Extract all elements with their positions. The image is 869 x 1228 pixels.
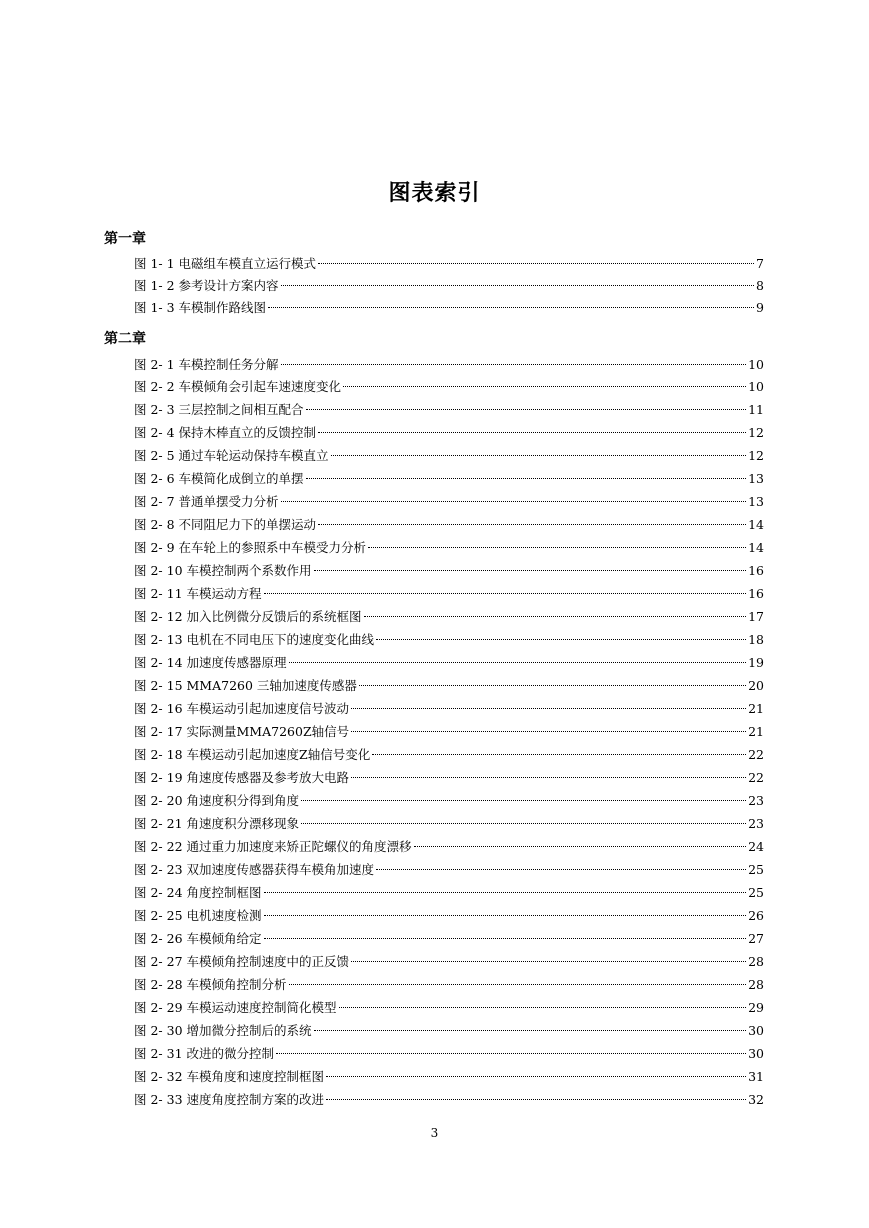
leader-dots [306,409,747,410]
page-number: 3 [430,1126,439,1140]
entry-page: 12 [748,448,764,463]
index-entry[interactable] [134,700,764,718]
entry-page: 26 [748,908,764,923]
leader-dots [314,570,747,571]
entry-page: 9 [756,300,764,315]
leader-dots [318,263,754,264]
leader-dots [276,1053,746,1054]
entry-page: 14 [748,540,764,555]
leader-dots [339,1007,747,1008]
leader-dots [372,754,746,755]
index-entry[interactable] [134,654,764,672]
entry-label: 图 2- 1 车模控制任务分解 [134,357,279,372]
leader-dots [306,478,747,479]
entry-page: 7 [756,256,764,271]
entry-label: 图 2- 13 电机在不同电压下的速度变化曲线 [134,632,375,647]
leader-dots [376,869,746,870]
entry-label: 图 2- 25 电机速度检测 [134,908,262,923]
leader-dots [268,307,754,308]
index-entry[interactable] [134,861,764,879]
index-entry[interactable] [134,516,764,534]
entry-label: 图 2- 28 车模倾角控制分析 [134,977,287,992]
leader-dots [318,524,746,525]
entry-page: 14 [748,517,764,532]
index-entry[interactable] [134,1068,764,1086]
index-entry[interactable] [134,299,764,317]
entry-page: 16 [748,586,764,601]
leader-dots [264,938,747,939]
entry-label: 图 2- 14 加速度传感器原理 [134,655,287,670]
entry-page: 25 [748,885,764,900]
leader-dots [326,1076,746,1077]
index-entry[interactable] [134,277,764,295]
leader-dots [289,662,747,663]
leader-dots [301,823,746,824]
entry-page: 29 [748,1000,764,1015]
index-entry[interactable] [134,585,764,603]
index-entry[interactable] [134,631,764,649]
entry-page: 23 [748,793,764,808]
index-entry[interactable] [134,976,764,994]
entry-label: 图 2- 10 车模控制两个系数作用 [134,563,312,578]
entry-label: 图 2- 8 不同阻尼力下的单摆运动 [134,517,317,532]
entry-label: 图 2- 21 角速度积分漂移现象 [134,816,300,831]
leader-dots [351,777,746,778]
index-entry[interactable] [134,746,764,764]
entry-label: 图 2- 26 车模倾角给定 [134,931,262,946]
leader-dots [368,547,746,548]
leader-dots [326,1099,746,1100]
entry-page: 19 [748,655,764,670]
chapter-heading: 第一章 [104,231,146,247]
entry-page: 10 [748,357,764,372]
leader-dots [264,892,747,893]
index-entry[interactable] [134,356,764,374]
leader-dots [359,685,746,686]
entry-page: 13 [748,471,764,486]
entry-page: 21 [748,701,764,716]
entry-page: 18 [748,632,764,647]
index-entry[interactable] [134,608,764,626]
entry-page: 21 [748,724,764,739]
entry-page: 30 [748,1046,764,1061]
entry-page: 31 [748,1069,764,1084]
leader-dots [331,455,747,456]
entry-label: 图 2- 6 车模简化成倒立的单摆 [134,471,304,486]
index-entry[interactable] [134,792,764,810]
leader-dots [301,800,746,801]
entry-page: 20 [748,678,764,693]
entry-label: 图 2- 3 三层控制之间相互配合 [134,402,304,417]
entry-label: 图 2- 32 车模角度和速度控制框图 [134,1069,325,1084]
index-entry[interactable] [134,562,764,580]
index-entry[interactable] [134,999,764,1017]
index-entry[interactable] [134,953,764,971]
leader-dots [264,915,747,916]
index-entry[interactable] [134,255,764,273]
leader-dots [318,432,746,433]
entry-label: 图 2- 20 角速度积分得到角度 [134,793,300,808]
index-entry[interactable] [134,539,764,557]
entry-label: 图 2- 12 加入比例微分反馈后的系统框图 [134,609,362,624]
entry-label: 图 2- 27 车模倾角控制速度中的正反馈 [134,954,350,969]
entry-label: 图 2- 24 角度控制框图 [134,885,262,900]
index-entry[interactable] [134,470,764,488]
entry-label: 图 2- 19 角速度传感器及参考放大电路 [134,770,350,785]
entry-page: 11 [748,402,764,417]
leader-dots [264,593,747,594]
entry-page: 27 [748,931,764,946]
entry-page: 16 [748,563,764,578]
entry-page: 28 [748,954,764,969]
entry-label: 图 1- 3 车模制作路线图 [134,300,267,315]
entry-label: 图 2- 9 在车轮上的参照系中车模受力分析 [134,540,367,555]
leader-dots [351,708,746,709]
index-entry[interactable] [134,1091,764,1109]
leader-dots [351,961,746,962]
entry-label: 图 2- 16 车模运动引起加速度信号波动 [134,701,350,716]
entry-label: 图 2- 4 保持木棒直立的反馈控制 [134,425,317,440]
index-entry[interactable] [134,1045,764,1063]
entry-page: 8 [756,278,764,293]
index-entry[interactable] [134,378,764,396]
entry-page: 23 [748,816,764,831]
entry-label: 图 2- 2 车模倾角会引起车速速度变化 [134,379,342,394]
entry-page: 30 [748,1023,764,1038]
leader-dots [343,386,746,387]
leader-dots [281,285,754,286]
leader-dots [281,364,747,365]
leader-dots [289,984,747,985]
index-entry[interactable] [134,677,764,695]
index-entry[interactable] [134,401,764,419]
index-entry[interactable] [134,815,764,833]
entry-page: 32 [748,1092,764,1107]
entry-label: 图 2- 22 通过重力加速度来矫正陀螺仪的角度漂移 [134,839,412,854]
entry-label: 图 2- 11 车模运动方程 [134,586,262,601]
entry-page: 24 [748,839,764,854]
index-entry[interactable] [134,1022,764,1040]
entry-page: 13 [748,494,764,509]
entry-page: 10 [748,379,764,394]
page-title: 图表索引 [388,181,481,206]
leader-dots [364,616,747,617]
entry-label: 图 2- 29 车模运动速度控制简化模型 [134,1000,337,1015]
entry-page: 28 [748,977,764,992]
index-entry[interactable] [134,838,764,856]
entry-label: 图 2- 30 增加微分控制后的系统 [134,1023,312,1038]
entry-label: 图 1- 1 电磁组车模直立运行模式 [134,256,317,271]
entry-label: 图 2- 17 实际测量MMA7260Z轴信号 [134,724,350,739]
entry-label: 图 1- 2 参考设计方案内容 [134,278,279,293]
entry-page: 12 [748,425,764,440]
index-entry[interactable] [134,930,764,948]
entry-label: 图 2- 5 通过车轮运动保持车模直立 [134,448,329,463]
entry-page: 22 [748,770,764,785]
index-entry[interactable] [134,447,764,465]
entry-label: 图 2- 15 MMA7260 三轴加速度传感器 [134,678,357,693]
entry-page: 22 [748,747,764,762]
leader-dots [281,501,747,502]
entry-page: 25 [748,862,764,877]
index-entry[interactable] [134,723,764,741]
entry-label: 图 2- 18 车模运动引起加速度Z轴信号变化 [134,747,371,762]
entry-label: 图 2- 33 速度角度控制方案的改进 [134,1092,325,1107]
chapter-heading: 第二章 [104,331,146,347]
index-entry[interactable] [134,907,764,925]
index-entry[interactable] [134,884,764,902]
entry-label: 图 2- 23 双加速度传感器获得车模角加速度 [134,862,375,877]
leader-dots [314,1030,747,1031]
entry-label: 图 2- 31 改进的微分控制 [134,1046,275,1061]
index-entry[interactable] [134,493,764,511]
leader-dots [376,639,746,640]
index-entry[interactable] [134,769,764,787]
entry-page: 17 [748,609,764,624]
leader-dots [351,731,746,732]
entry-label: 图 2- 7 普通单摆受力分析 [134,494,279,509]
index-entry[interactable] [134,424,764,442]
leader-dots [414,846,747,847]
